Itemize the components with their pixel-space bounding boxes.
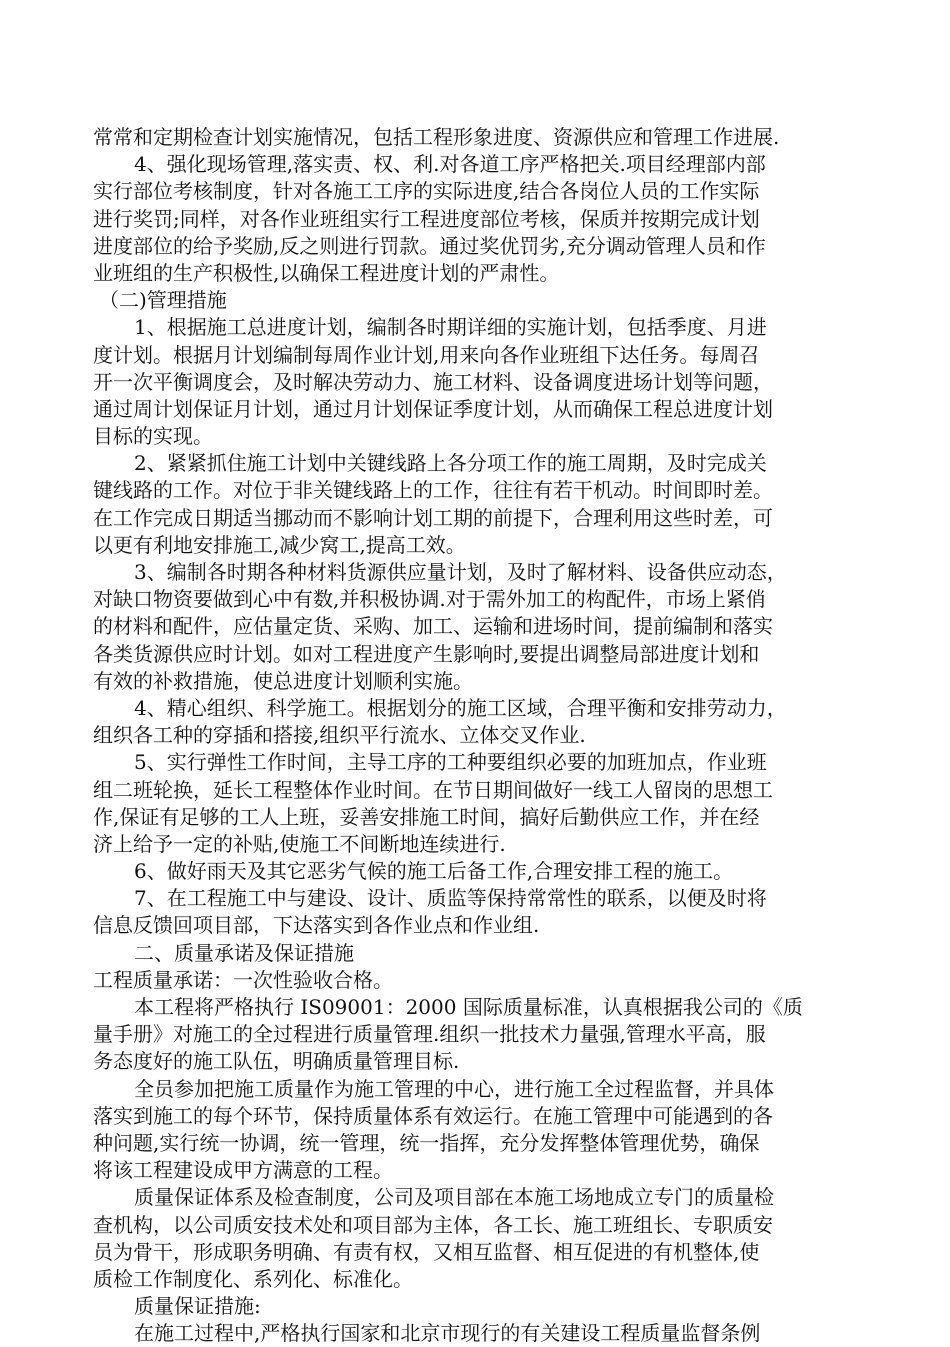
- text-line: 信息反馈回项目部，下达落实到各作业点和作业组.: [93, 913, 540, 938]
- text-line: 全员参加把施工质量作为施工管理的中心，进行施工全过程监督，并具体: [134, 1076, 774, 1101]
- text-line: 员为骨干，形成职务明确、有责有权，又相互监督、相互促进的有机整体,使: [93, 1239, 760, 1264]
- text-line: （二)管理措施: [99, 288, 227, 313]
- document-page: [93, 124, 865, 1347]
- text-line: 务态度好的施工队伍，明确质量管理目标.: [93, 1049, 460, 1074]
- text-line: 业班组的生产积极性,以确保工程进度计划的严肃性。: [93, 260, 560, 285]
- text-line: 进度部位的给予奖励,反之则进行罚款。通过奖优罚劣,充分调动管理人员和作: [93, 233, 766, 258]
- text-line: 作,保证有足够的工人上班，妥善安排施工时间，搞好后勤供应工作，并在经: [93, 804, 760, 829]
- text-line: 二、质量承诺及保证措施: [134, 940, 354, 965]
- text-line: 工程质量承诺：一次性验收合格。: [93, 967, 393, 992]
- text-line: 对缺口物资要做到心中有数,并积极协调.对于需外加工的构配件，市场上紧俏: [93, 587, 766, 612]
- text-line: 本工程将严格执行 IS09001：2000 国际质量标准，认真根据我公司的《质: [134, 995, 803, 1019]
- text-line: 通过周计划保证月计划，通过月计划保证季度计划，从而确保工程总进度计划: [93, 396, 773, 421]
- text-line: 度计划。根据月计划编制每周作业计划,用来向各作业班组下达任务。每周召: [93, 342, 760, 367]
- text-line: 济上给予一定的补贴,使施工不间断地连续进行.: [93, 831, 506, 856]
- text-line: 量手册》对施工的全过程进行质量管理.组织一批技术力量强,管理水平高，服: [93, 1022, 766, 1047]
- text-line: 将该工程建设成甲方满意的工程。: [93, 1158, 393, 1183]
- text-line: 组织各工种的穿插和搭接,组织平行流水、立体交叉作业.: [93, 723, 586, 748]
- text-line: 质量保证措施:: [134, 1294, 261, 1319]
- text-line: 3、编制各时期各种材料货源供应量计划，及时了解材料、设备供应动态，: [134, 560, 787, 584]
- text-line: 各类货源供应时计划。如对工程进度产生影响时,要提出调整局部进度计划和: [93, 641, 760, 666]
- text-line: 在工作完成日期适当挪动而不影响计划工期的前提下，合理利用这些时差，可: [93, 505, 773, 530]
- text-line: 常常和定期检查计划实施情况，包括工程形象进度、资源供应和管理工作进展.: [93, 125, 780, 149]
- text-line: 质检工作制度化、系列化、标准化。: [93, 1266, 413, 1291]
- text-line: 以更有利地安排施工,减少窝工,提高工效。: [93, 532, 466, 557]
- text-line: 5、实行弹性工作时间，主导工序的工种要组织必要的加班加点，作业班: [134, 750, 767, 775]
- text-line: 实行部位考核制度，针对各施工工序的实际进度,结合各岗位人员的工作实际: [93, 179, 760, 204]
- text-line: 1、根据施工总进度计划，编制各时期详细的实施计划，包括季度、月进: [134, 315, 767, 340]
- text-line: 在施工过程中,严格执行国家和北京市现行的有关建设工程质量监督条例: [134, 1321, 761, 1346]
- text-line: 目标的实现。: [93, 424, 213, 449]
- text-line: 质量保证体系及检查制度，公司及项目部在本施工场地成立专门的质量检: [134, 1185, 774, 1210]
- text-line: 4、强化现场管理,落实责、权、利.对各道工序严格把关.项目经理部内部: [134, 152, 766, 177]
- text-line: 7、在工程施工中与建设、设计、质监等保持常常性的联系，以便及时将: [134, 886, 767, 911]
- text-line: 组二班轮换，延长工程整体作业时间。在节日期间做好一线工人留岗的思想工: [93, 777, 773, 802]
- text-line: 进行奖罚;同样，对各作业班组实行工程进度部位考核，保质并按期完成计划: [93, 206, 760, 231]
- text-line: 查机构，以公司质安技术处和项目部为主体，各工长、施工班组长、专职质安: [93, 1212, 773, 1237]
- text-line: 6、做好雨天及其它恶劣气候的施工后备工作,合理安排工程的施工。: [134, 859, 734, 884]
- text-line: 落实到施工的每个环节，保持质量体系有效运行。在施工管理中可能遇到的各: [93, 1103, 773, 1128]
- text-line: 有效的补救措施，使总进度计划顺利实施。: [93, 668, 473, 693]
- text-line: 种问题,实行统一协调，统一管理，统一指挥，充分发挥整体管理优势，确保: [93, 1130, 760, 1155]
- text-line: 4、精心组织、科学施工。根据划分的施工区域，合理平衡和安排劳动力，: [134, 695, 787, 720]
- text-line: 开一次平衡调度会，及时解决劳动力、施工材料、设备调度进场计划等问题，: [93, 369, 773, 394]
- text-line: 的材料和配件，应估量定货、采购、加工、运输和进场时间，提前编制和落实: [93, 614, 773, 639]
- text-line: 2、紧紧抓住施工计划中关键线路上各分项工作的施工周期，及时完成关: [134, 451, 767, 476]
- text-line: 键线路的工作。对位于非关键线路上的工作，往往有若干机动。时间即时差。: [93, 478, 773, 503]
